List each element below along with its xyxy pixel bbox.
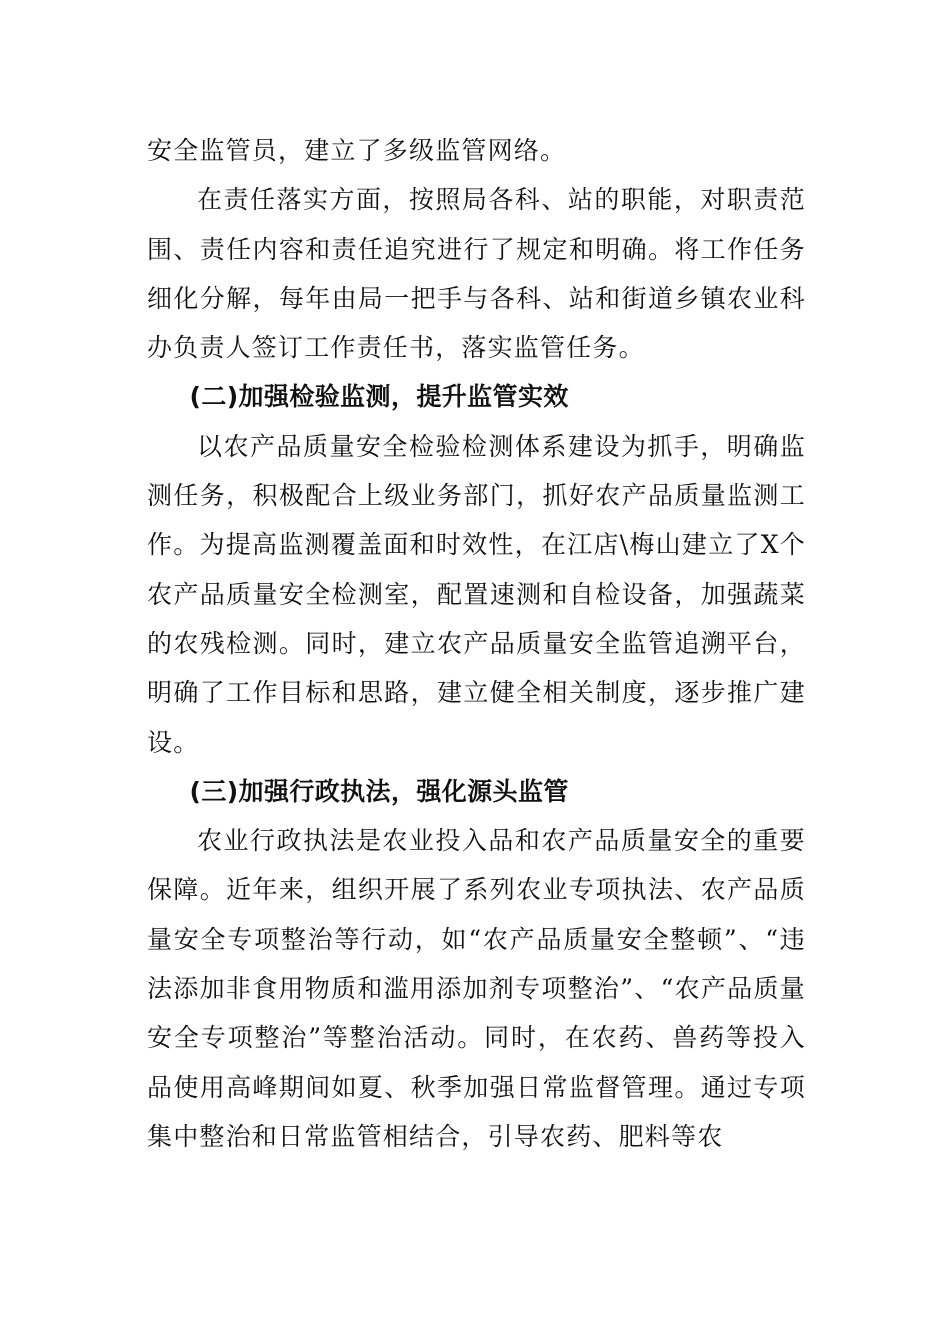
paragraph-enforcement: 农业行政执法是农业投入品和农产品质量安全的重要保障。近年来，组织开展了系列农业专项执法、农产品质量安全专项整治等行动，如“农产品质量安全整顿”、“违法添加非食用物质和滥用添加剂专项整治”、“农产品质量安全专项整治”等整治活动。同时，在农药、兽药等投入品使用高峰期间如夏、秋季加强日常监督管理。通过专项集中整治和日常监管相结合，引导农药、肥料等农 xyxy=(147,826,806,1151)
paragraph-inspection: 以农产品质量安全检验检测体系建设为抓手，明确监测任务，积极配合上级业务部门，抓好农产品质量监测工作。为提高监测覆盖面和时效性，在江店\梅山建立了X个农产品质量安全检测室，配置速测和自检设备，加强蔬菜的农残检测。同时，建立农产品质量安全监管追溯平台，明确了工作目标和思路，建立健全相关制度，逐步推广建设。 xyxy=(147,431,806,757)
section-heading-inspection: (二)加强检验监测，提升监管实效 xyxy=(189,382,569,412)
document-body xyxy=(147,126,806,1161)
paragraph-continuation: 安全监管员，建立了多级监管网络。 xyxy=(147,136,567,165)
section-heading-enforcement: (三)加强行政执法，强化源头监管 xyxy=(189,776,569,806)
paragraph-responsibility: 在责任落实方面，按照局各科、站的职能，对职责范围、责任内容和责任追究进行了规定和明确。将工作任务细化分解，每年由局一把手与各科、站和街道乡镇农业科办负责人签订工作责任书，落实监管任务。 xyxy=(147,185,806,363)
